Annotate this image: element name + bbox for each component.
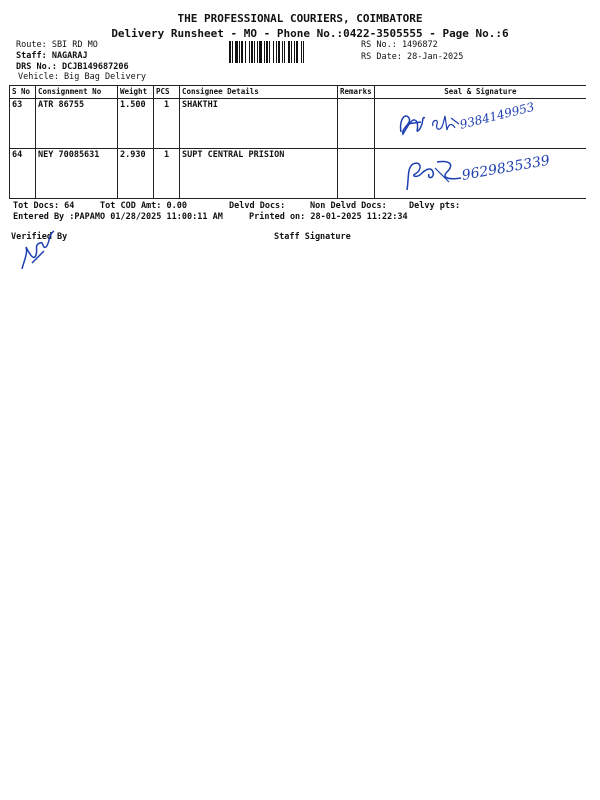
barcode-bar bbox=[269, 41, 270, 63]
cell-consignee: SHAKTHI bbox=[180, 99, 338, 149]
barcode-bar bbox=[301, 41, 302, 63]
cell-remarks bbox=[338, 99, 375, 149]
col-header-remarks: Remarks bbox=[338, 86, 375, 99]
entered-by: Entered By :PAPAMO 01/28/2025 11:00:11 AM bbox=[13, 212, 223, 222]
total-docs: Tot Docs: 64 bbox=[13, 201, 75, 211]
barcode-bar bbox=[239, 41, 240, 63]
cell-consignment: ATR 86755 bbox=[36, 99, 118, 149]
barcode-bar bbox=[264, 41, 265, 63]
staff-signature-label: Staff Signature bbox=[274, 232, 351, 242]
cell-remarks bbox=[338, 149, 375, 199]
col-header-weight: Weight bbox=[118, 86, 154, 99]
col-header-consignment: Consignment No bbox=[36, 86, 118, 99]
barcode-bar bbox=[235, 41, 238, 63]
barcode-bar bbox=[241, 41, 243, 63]
staff-label: Staff: NAGARAJ bbox=[16, 51, 88, 61]
barcode-bar bbox=[251, 41, 253, 63]
verified-by-label: Verified By bbox=[11, 232, 68, 242]
route-label: Route: SBI RD MO bbox=[16, 40, 98, 50]
barcode-bar bbox=[282, 41, 283, 63]
barcode-bar bbox=[249, 41, 250, 63]
cell-pcs: 1 bbox=[154, 99, 180, 149]
vehicle-label: Vehicle: Big Bag Delivery bbox=[18, 72, 146, 82]
non-delivered-docs: Non Delvd Docs: bbox=[310, 201, 387, 211]
col-header-seal: Seal & Signature bbox=[374, 86, 586, 99]
barcode-bar bbox=[294, 41, 295, 63]
barcode-bar bbox=[254, 41, 255, 63]
delivered-docs: Delvd Docs: bbox=[229, 201, 286, 211]
barcode-bar bbox=[266, 41, 268, 63]
cell-weight: 2.930 bbox=[118, 149, 154, 199]
table-header-row bbox=[10, 86, 587, 99]
barcode bbox=[229, 41, 355, 67]
barcode-bar bbox=[303, 41, 304, 63]
col-header-pcs: PCS bbox=[154, 86, 180, 99]
signature-phone-2: 9629835339 bbox=[460, 152, 552, 184]
barcode-bar bbox=[257, 41, 258, 63]
barcode-bar bbox=[291, 41, 292, 63]
divider bbox=[9, 198, 585, 199]
cell-weight: 1.500 bbox=[118, 99, 154, 149]
col-header-consignee: Consignee Details bbox=[180, 86, 338, 99]
total-cod: Tot COD Amt: 0.00 bbox=[100, 201, 187, 211]
barcode-bar bbox=[296, 41, 298, 63]
verifier-signature bbox=[18, 225, 62, 273]
cell-consignment: NEY 70085631 bbox=[36, 149, 118, 199]
runsheet-subtitle: Delivery Runsheet - MO - Phone No.:0422-3505555 - Page No.:6 bbox=[111, 27, 509, 40]
cell-sno: 64 bbox=[10, 149, 36, 199]
rs-date: RS Date: 28-Jan-2025 bbox=[361, 52, 464, 62]
cell-pcs: 1 bbox=[154, 149, 180, 199]
rs-number: RS No.: 1496872 bbox=[361, 40, 438, 50]
barcode-bar bbox=[276, 41, 277, 63]
barcode-bar bbox=[232, 41, 233, 63]
cell-sno: 63 bbox=[10, 99, 36, 149]
delivery-points: Delvy pts: bbox=[409, 201, 461, 211]
company-title: THE PROFESSIONAL COURIERS, COIMBATORE bbox=[177, 12, 423, 25]
drs-number: DRS No.: DCJB149687206 bbox=[16, 62, 129, 72]
cell-consignee: SUPT CENTRAL PRISION bbox=[180, 149, 338, 199]
table-row bbox=[10, 99, 587, 149]
barcode-bar bbox=[229, 41, 231, 63]
col-header-sno: S No bbox=[10, 86, 36, 99]
barcode-bar bbox=[259, 41, 262, 63]
barcode-bar bbox=[288, 41, 290, 63]
barcode-bar bbox=[245, 41, 246, 63]
barcode-bar bbox=[284, 41, 285, 63]
barcode-bar bbox=[273, 41, 274, 63]
printed-on: Printed on: 28-01-2025 11:22:34 bbox=[249, 212, 408, 222]
runsheet-table bbox=[9, 85, 586, 199]
signature-phone-1: 9384149953 bbox=[458, 99, 536, 132]
barcode-bar bbox=[278, 41, 280, 63]
